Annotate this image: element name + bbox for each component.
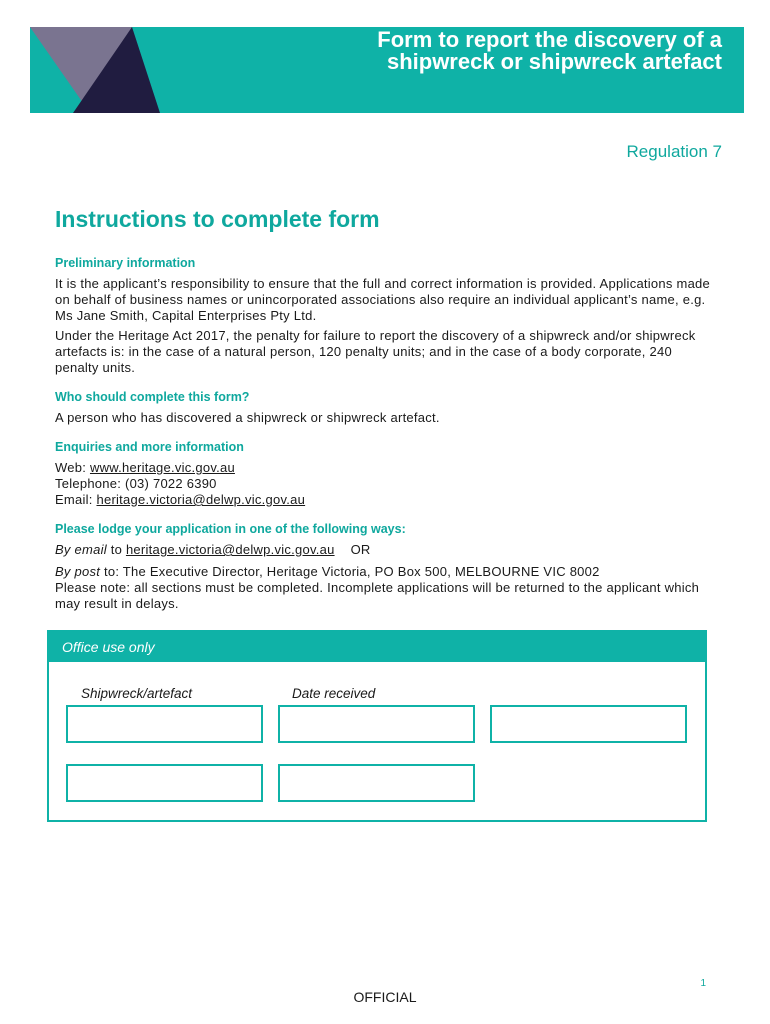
email-label: Email: (55, 492, 97, 507)
office-field-2[interactable] (278, 705, 475, 743)
lodge-post-line (55, 564, 717, 580)
web-label: Web: (55, 460, 90, 475)
who-text: A person who has discovered a shipwreck or shipwreck artefact. (55, 410, 440, 425)
government-triangle-logo (30, 27, 170, 113)
instructions-body (55, 256, 717, 616)
preliminary-heading: Preliminary information (55, 256, 196, 270)
lodge-email-link[interactable]: heritage.victoria@delwp.vic.gov.au (125, 542, 335, 557)
preliminary-para2: Under the Heritage Act 2017, the penalty for failure to report the discovery of a shipwreck and/or shipwreck artefacts is: in the case of a natural person, 120 penalty units; and in the case of a body corporate, 240 penalty units. (55, 328, 696, 375)
email-line (55, 492, 717, 508)
office-field-5[interactable] (278, 764, 475, 802)
by-post-label: By post (55, 564, 101, 579)
web-line (55, 460, 717, 476)
regulation-label: Regulation 7 (626, 142, 722, 161)
lodge-note: Please note: all sections must be completed. Incomplete applications will be returned to the applicant which may result in delays. (55, 580, 700, 611)
office-field-1[interactable] (66, 705, 263, 743)
office-field-3[interactable] (490, 705, 687, 743)
phone-value: (03) 7022 6390 (124, 476, 217, 491)
email-link[interactable]: heritage.victoria@delwp.vic.gov.au (96, 492, 306, 507)
form-title-line2: shipwreck or shipwreck artefact (386, 49, 722, 74)
office-field-4[interactable] (66, 764, 263, 802)
classification-label: OFFICIAL (353, 989, 417, 1005)
header-banner (30, 27, 744, 113)
date-received-label: Date received (292, 686, 376, 701)
post-address: to: The Executive Director, Heritage Victoria, PO Box 500, MELBOURNE VIC 8002 (100, 564, 600, 579)
who-heading: Who should complete this form? (55, 390, 250, 404)
preliminary-para1: It is the applicant’s responsibility to ensure that the full and correct information is provided. Applications made on behalf of business names or unincorporated associations also require an individual applicant’s name, e.g. Ms Jane Smith, Capital Enterprises Pty Ltd. (55, 276, 711, 323)
enquiries-heading: Enquiries and more information (55, 440, 244, 454)
form-title (302, 27, 722, 113)
email-to-text: to (106, 542, 126, 557)
lodge-email-line (55, 542, 717, 558)
office-use-panel (47, 630, 707, 822)
by-email-label: By email (55, 542, 107, 557)
web-link[interactable]: www.heritage.vic.gov.au (89, 460, 235, 475)
office-use-title: Office use only (49, 632, 705, 662)
form-title-line1: Form to report the discovery of a (377, 27, 722, 52)
lodge-heading: Please lodge your application in one of the following ways: (55, 522, 406, 536)
or-text: OR (350, 542, 371, 557)
shipwreck-artefact-label: Shipwreck/artefact (81, 686, 193, 701)
phone-label: Telephone: (55, 476, 125, 491)
phone-line (55, 476, 717, 492)
page-number: 1 (700, 978, 706, 989)
instructions-heading: Instructions to complete form (55, 206, 380, 232)
